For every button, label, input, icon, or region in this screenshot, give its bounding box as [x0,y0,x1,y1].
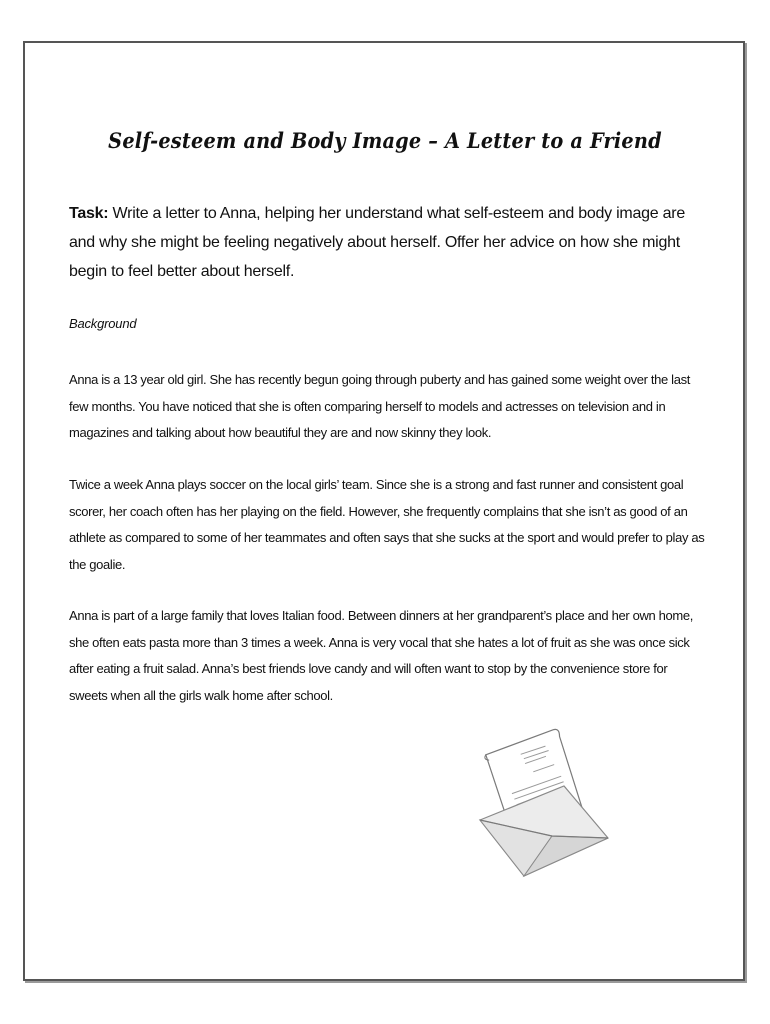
background-paragraph: Anna is part of a large family that loves Italian food. Between dinners at her grandparent’s place and her own home, she often eats pasta more than 3 times a week. Anna is very vocal that she hates a lot of fruit as she was once sick after eating a fruit salad. Anna’s best friends love candy and will often want to stop by the convenience store for sweets when all the girls walk home after school. [69,608,694,703]
page-title: Self-esteem and Body Image – A Letter to a Friend [108,128,662,153]
envelope-with-letter-icon [468,720,618,880]
background-heading: Background [69,316,137,331]
task-instructions [69,199,709,286]
background-paragraph: Twice a week Anna plays soccer on the local girls’ team. Since she is a strong and fast runner and consistent goal scorer, her coach often has her playing on the field. However, she frequently complains that she isn’t as good of an athlete as compared to some of her teammates and often says that she sucks at the sport and would prefer to play as the goalie. [69,477,705,572]
task-text: Write a letter to Anna, helping her understand what self-esteem and body image are and why she might be feeling negatively about herself. Offer her advice on how she might begin to feel better about herself. [69,205,685,280]
task-label: Task: [69,205,109,222]
background-paragraph: Anna is a 13 year old girl. She has recently begun going through puberty and has gained some weight over the last few months. You have noticed that she is often comparing herself to models and actresses on television and in magazines and talking about how beautiful they are and now skinny they look. [69,372,690,440]
